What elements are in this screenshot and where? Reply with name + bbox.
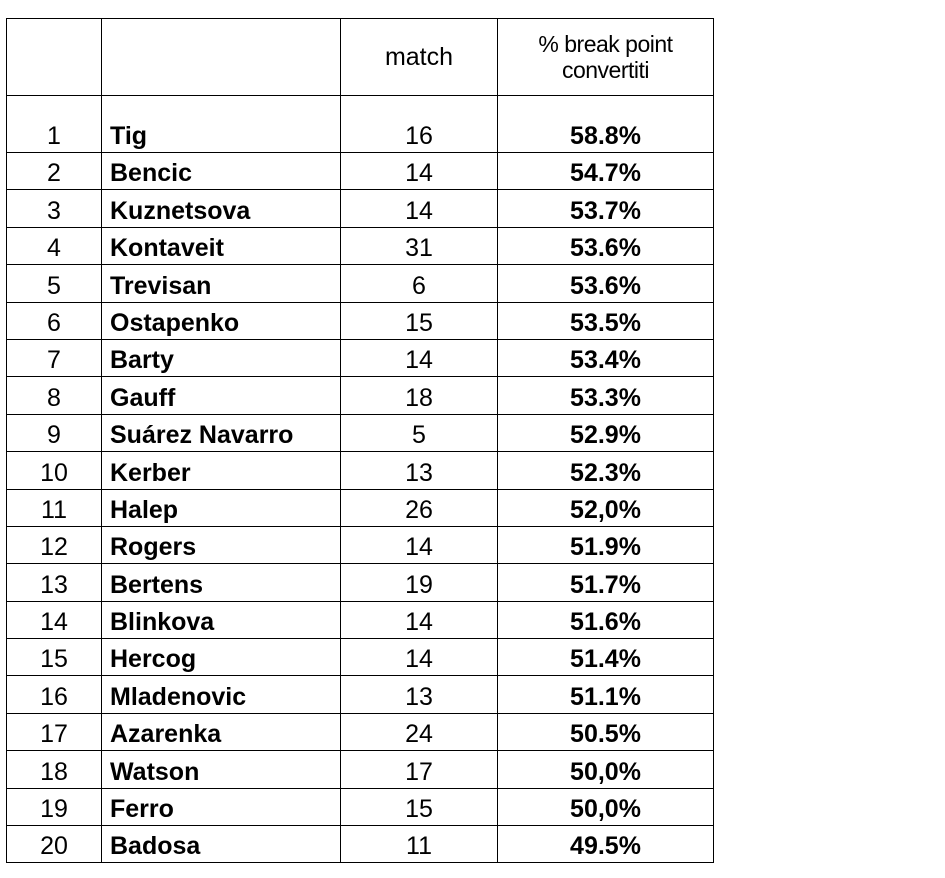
- rank-cell: 15: [7, 639, 102, 676]
- break-point-pct-cell: 49.5%: [498, 826, 714, 863]
- match-count-cell: 14: [341, 601, 498, 638]
- table-row: [7, 153, 714, 190]
- rank-cell: 18: [7, 751, 102, 788]
- table-row: [7, 190, 714, 227]
- break-point-pct-cell: 52,0%: [498, 489, 714, 526]
- rank-cell: 6: [7, 302, 102, 339]
- player-name-cell: Blinkova: [102, 601, 341, 638]
- table-row: [7, 788, 714, 825]
- table-row: [7, 564, 714, 601]
- match-count-cell: 14: [341, 639, 498, 676]
- player-name-cell: Suárez Navarro: [102, 414, 341, 451]
- player-name-cell: Trevisan: [102, 265, 341, 302]
- table-row: [7, 414, 714, 451]
- player-name-cell: Ostapenko: [102, 302, 341, 339]
- break-point-pct-cell: 53.6%: [498, 265, 714, 302]
- player-name-cell: Bertens: [102, 564, 341, 601]
- rank-cell: 16: [7, 676, 102, 713]
- break-point-pct-cell: 50,0%: [498, 751, 714, 788]
- rank-cell: 13: [7, 564, 102, 601]
- player-name-cell: Ferro: [102, 788, 341, 825]
- match-count-cell: 16: [341, 96, 498, 153]
- table-row: [7, 227, 714, 264]
- player-name-cell: Tig: [102, 96, 341, 153]
- rank-cell: 4: [7, 227, 102, 264]
- rank-cell: 20: [7, 826, 102, 863]
- break-point-pct-cell: 58.8%: [498, 96, 714, 153]
- player-name-cell: Watson: [102, 751, 341, 788]
- table-row: [7, 601, 714, 638]
- match-count-cell: 14: [341, 339, 498, 376]
- rank-cell: 1: [7, 96, 102, 153]
- table-row: [7, 826, 714, 863]
- table-row: [7, 676, 714, 713]
- header-match: match: [341, 19, 498, 96]
- player-name-cell: Azarenka: [102, 713, 341, 750]
- rank-cell: 3: [7, 190, 102, 227]
- table-row: [7, 339, 714, 376]
- player-name-cell: Kerber: [102, 452, 341, 489]
- player-name-cell: Bencic: [102, 153, 341, 190]
- table-row: [7, 265, 714, 302]
- table-row: [7, 639, 714, 676]
- rank-cell: 19: [7, 788, 102, 825]
- table-row: [7, 452, 714, 489]
- match-count-cell: 11: [341, 826, 498, 863]
- table-row: [7, 489, 714, 526]
- player-name-cell: Kontaveit: [102, 227, 341, 264]
- match-count-cell: 13: [341, 676, 498, 713]
- player-name-cell: Mladenovic: [102, 676, 341, 713]
- match-count-cell: 19: [341, 564, 498, 601]
- rank-cell: 17: [7, 713, 102, 750]
- rank-cell: 2: [7, 153, 102, 190]
- break-point-pct-cell: 53.4%: [498, 339, 714, 376]
- player-name-cell: Badosa: [102, 826, 341, 863]
- player-name-cell: Gauff: [102, 377, 341, 414]
- break-point-pct-cell: 52.9%: [498, 414, 714, 451]
- header-name: [102, 19, 341, 96]
- break-point-pct-cell: 51.9%: [498, 526, 714, 563]
- table-row: [7, 302, 714, 339]
- match-count-cell: 13: [341, 452, 498, 489]
- header-pct-line2: convertiti: [561, 57, 650, 83]
- match-count-cell: 17: [341, 751, 498, 788]
- table-row: [7, 713, 714, 750]
- match-count-cell: 24: [341, 713, 498, 750]
- rank-cell: 7: [7, 339, 102, 376]
- break-point-pct-cell: 50.5%: [498, 713, 714, 750]
- table-row: [7, 526, 714, 563]
- match-count-cell: 14: [341, 526, 498, 563]
- match-count-cell: 15: [341, 302, 498, 339]
- break-point-pct-cell: 53.3%: [498, 377, 714, 414]
- player-name-cell: Halep: [102, 489, 341, 526]
- player-name-cell: Hercog: [102, 639, 341, 676]
- break-point-pct-cell: 51.1%: [498, 676, 714, 713]
- break-point-pct-cell: 51.7%: [498, 564, 714, 601]
- player-name-cell: Barty: [102, 339, 341, 376]
- rank-cell: 12: [7, 526, 102, 563]
- player-name-cell: Rogers: [102, 526, 341, 563]
- match-count-cell: 14: [341, 190, 498, 227]
- rank-cell: 10: [7, 452, 102, 489]
- break-point-pct-cell: 53.7%: [498, 190, 714, 227]
- header-pct-line1: % break point: [538, 31, 673, 57]
- header-break-point-pct: [498, 19, 714, 96]
- break-point-pct-cell: 54.7%: [498, 153, 714, 190]
- break-point-pct-cell: 51.4%: [498, 639, 714, 676]
- header-rank: [7, 19, 102, 96]
- match-count-cell: 31: [341, 227, 498, 264]
- rank-cell: 9: [7, 414, 102, 451]
- match-count-cell: 15: [341, 788, 498, 825]
- match-count-cell: 26: [341, 489, 498, 526]
- table-row: [7, 96, 714, 153]
- break-point-pct-cell: 50,0%: [498, 788, 714, 825]
- match-count-cell: 18: [341, 377, 498, 414]
- match-count-cell: 6: [341, 265, 498, 302]
- break-point-pct-cell: 53.5%: [498, 302, 714, 339]
- table-row: [7, 377, 714, 414]
- rank-cell: 11: [7, 489, 102, 526]
- table-header-row: [7, 19, 714, 96]
- break-point-pct-cell: 52.3%: [498, 452, 714, 489]
- table-body: [7, 96, 714, 863]
- table-row: [7, 751, 714, 788]
- break-point-pct-cell: 53.6%: [498, 227, 714, 264]
- break-point-pct-cell: 51.6%: [498, 601, 714, 638]
- player-name-cell: Kuznetsova: [102, 190, 341, 227]
- rank-cell: 5: [7, 265, 102, 302]
- rank-cell: 14: [7, 601, 102, 638]
- rank-cell: 8: [7, 377, 102, 414]
- match-count-cell: 14: [341, 153, 498, 190]
- break-points-table: [6, 18, 714, 863]
- match-count-cell: 5: [341, 414, 498, 451]
